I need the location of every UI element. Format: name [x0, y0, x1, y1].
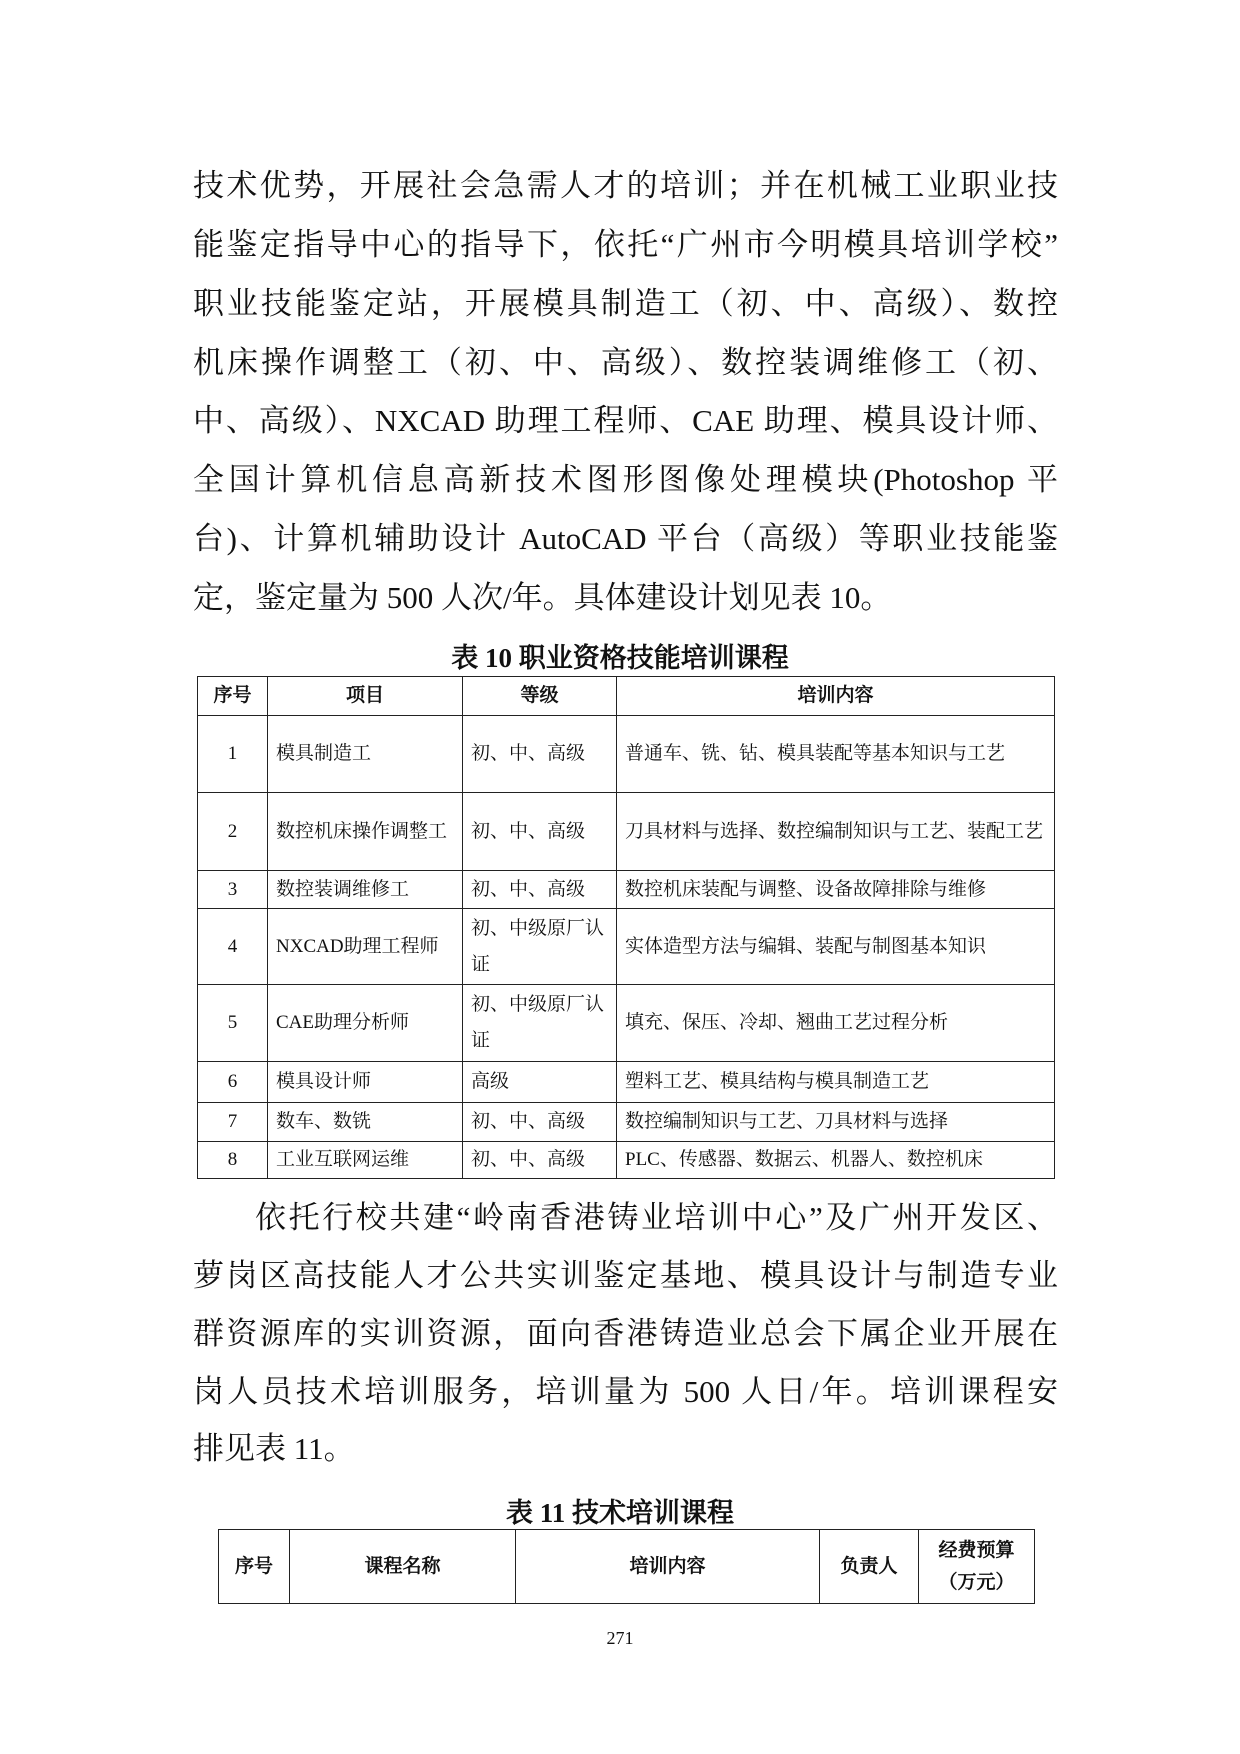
header-cell: 序号 — [219, 1530, 290, 1604]
level-cell: 高级 — [463, 1062, 617, 1103]
item-cell: 数控装调维修工 — [268, 871, 463, 909]
table-row — [198, 985, 1055, 1062]
row-number-cell: 7 — [198, 1103, 268, 1142]
text-line: 排见表 11。 — [193, 1431, 355, 1466]
table-10-caption: 表 10 职业资格技能培训课程 — [451, 643, 789, 673]
header-cell: 课程名称 — [290, 1530, 516, 1604]
table-row — [198, 716, 1055, 793]
text-line: 萝岗区高技能人才公共实训鉴定基地、模具设计与制造专业 — [193, 1258, 1058, 1293]
page-number: 271 — [606, 1628, 634, 1648]
table-row — [198, 871, 1055, 909]
level-cell: 初、中、高级 — [463, 871, 617, 909]
level-cell: 初、中、高级 — [463, 1142, 617, 1179]
text-line: 能鉴定指导中心的指导下，依托“广州市今明模具培训学校” — [193, 227, 1058, 262]
row-number-cell: 8 — [198, 1142, 268, 1179]
text-line: 定，鉴定量为 500 人次/年。具体建设计划见表 10。 — [193, 580, 892, 615]
row-number-cell: 4 — [198, 909, 268, 985]
table-11-caption: 表 11 技术培训课程 — [505, 1498, 734, 1528]
header-cell: 序号 — [198, 677, 268, 716]
item-cell: 工业互联网运维 — [268, 1142, 463, 1179]
content-cell: 数控机床装配与调整、设备故障排除与维修 — [617, 871, 1055, 909]
content-cell: 填充、保压、冷却、翘曲工艺过程分析 — [617, 985, 1055, 1062]
table-row — [198, 1142, 1055, 1179]
level-cell: 初、中、高级 — [463, 1103, 617, 1142]
table-11 — [218, 1529, 1035, 1604]
table-row — [198, 909, 1055, 985]
text-line: 中、高级）、NXCAD 助理工程师、CAE 助理、模具设计师、 — [193, 403, 1058, 438]
content-cell: 实体造型方法与编辑、装配与制图基本知识 — [617, 909, 1055, 985]
text-line: 职业技能鉴定站，开展模具制造工（初、中、高级）、数控 — [193, 286, 1058, 321]
table-header-row — [219, 1530, 1035, 1604]
content-cell: 刀具材料与选择、数控编制知识与工艺、装配工艺 — [617, 793, 1055, 871]
row-number-cell: 5 — [198, 985, 268, 1062]
row-number-cell: 1 — [198, 716, 268, 793]
level-cell: 初、中、高级 — [463, 793, 617, 871]
item-cell: 数控机床操作调整工 — [268, 793, 463, 871]
row-number-cell: 6 — [198, 1062, 268, 1103]
level-cell: 初、中级原厂认证 — [463, 909, 617, 985]
content-cell: 塑料工艺、模具结构与模具制造工艺 — [617, 1062, 1055, 1103]
level-cell: 初、中级原厂认证 — [463, 985, 617, 1062]
content-cell: 数控编制知识与工艺、刀具材料与选择 — [617, 1103, 1055, 1142]
item-cell: 模具设计师 — [268, 1062, 463, 1103]
table-10 — [197, 676, 1055, 1179]
text-line: 技术优势，开展社会急需人才的培训；并在机械工业职业技 — [193, 168, 1058, 203]
table-header-row — [198, 677, 1055, 716]
item-cell: 数车、数铣 — [268, 1103, 463, 1142]
text-line: 群资源库的实训资源，面向香港铸造业总会下属企业开展在 — [193, 1316, 1058, 1351]
text-line: 台)、计算机辅助设计 AutoCAD 平台（高级）等职业技能鉴 — [193, 521, 1058, 556]
level-cell: 初、中、高级 — [463, 716, 617, 793]
header-cell: 等级 — [463, 677, 617, 716]
row-number-cell: 2 — [198, 793, 268, 871]
header-cell: 经费预算（万元） — [919, 1530, 1035, 1604]
text-line: 依托行校共建“岭南香港铸业培训中心”及广州开发区、 — [255, 1200, 1058, 1235]
header-cell: 培训内容 — [617, 677, 1055, 716]
item-cell: CAE助理分析师 — [268, 985, 463, 1062]
table-row — [198, 1062, 1055, 1103]
text-line: 岗人员技术培训服务，培训量为 500 人日/年。培训课程安 — [193, 1374, 1058, 1409]
table-row — [198, 1103, 1055, 1142]
content-cell: 普通车、铣、钻、模具装配等基本知识与工艺 — [617, 716, 1055, 793]
content-cell: PLC、传感器、数据云、机器人、数控机床 — [617, 1142, 1055, 1179]
header-cell: 项目 — [268, 677, 463, 716]
header-cell: 培训内容 — [516, 1530, 820, 1604]
item-cell: NXCAD助理工程师 — [268, 909, 463, 985]
row-number-cell: 3 — [198, 871, 268, 909]
table-row — [198, 793, 1055, 871]
text-line: 机床操作调整工（初、中、高级）、数控装调维修工（初、 — [193, 345, 1058, 380]
header-cell: 负责人 — [820, 1530, 919, 1604]
text-line: 全国计算机信息高新技术图形图像处理模块(Photoshop 平 — [193, 462, 1058, 497]
item-cell: 模具制造工 — [268, 716, 463, 793]
